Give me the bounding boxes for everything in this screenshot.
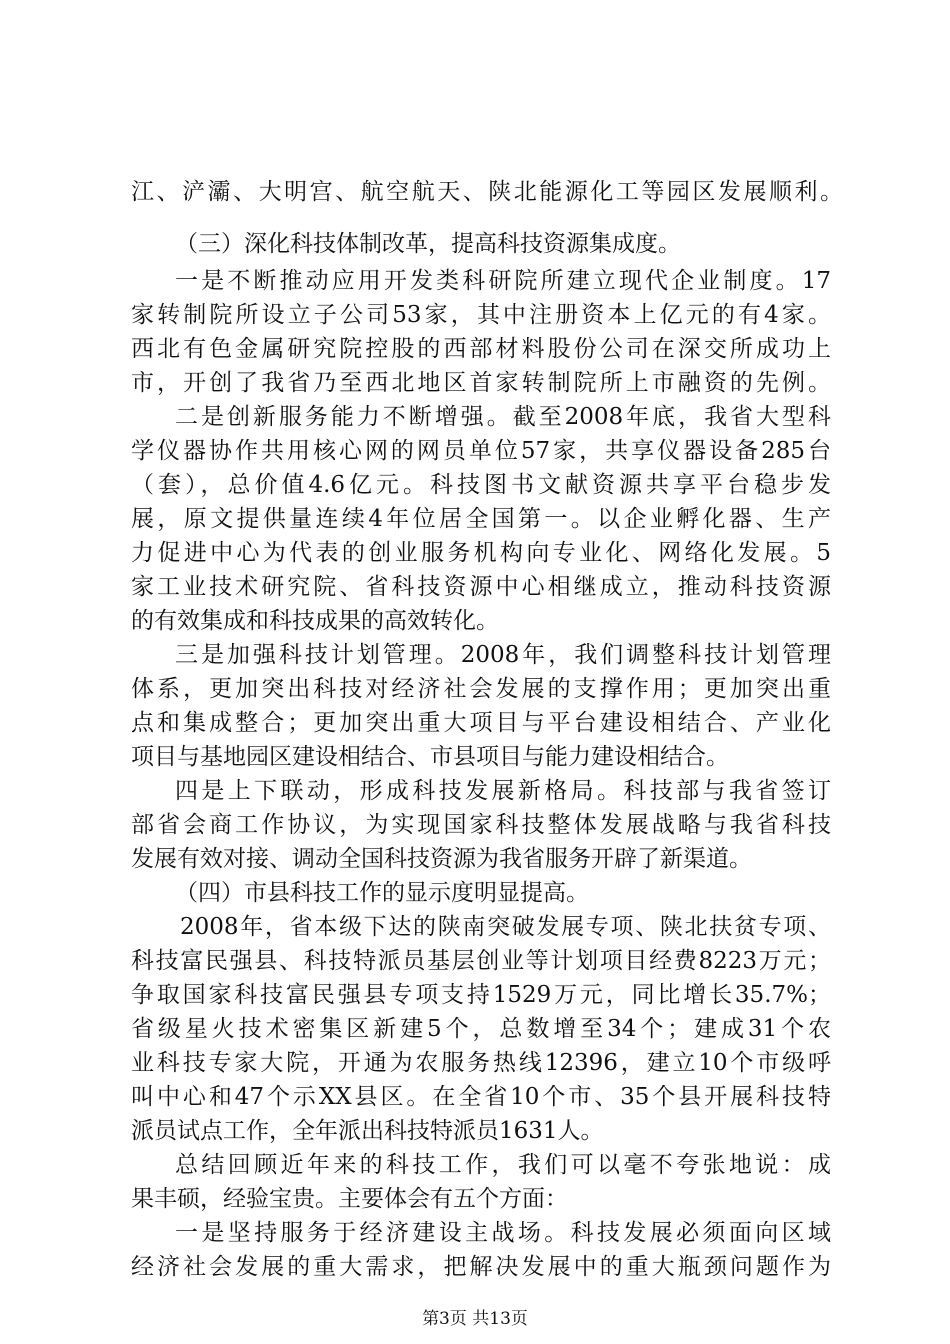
text-line: 二是创新服务能力不断增强。截至2008年底，我省大型科 <box>175 404 831 430</box>
text-line: 一是坚持服务于经济建设主战场。科技发展必须面向区域 <box>175 1220 831 1246</box>
text-line: 叫中心和47个示XX县区。在全省10个市、35个县开展科技特 <box>131 1084 831 1110</box>
text-line: 2008年，省本级下达的陕南突破发展专项、陕北扶贫专项、 <box>180 914 831 940</box>
text-line: 三是加强科技计划管理。2008年，我们调整科技计划管理 <box>175 642 831 668</box>
section-heading: （四）市县科技工作的显示度明显提高。 <box>175 880 589 906</box>
section-heading: （三）深化科技体制改革，提高科技资源集成度。 <box>175 231 681 257</box>
text-line: 一是不断推动应用开发类科研院所建立现代企业制度。17 <box>175 268 831 294</box>
text-line: 发展有效对接、调动全国科技资源为我省服务开辟了新渠道。 <box>131 846 752 872</box>
text-line: 经济社会发展的重大需求，把解决发展中的重大瓶颈问题作为 <box>131 1254 831 1280</box>
text-line: 业科技专家大院，开通为农服务热线12396，建立10个市级呼 <box>131 1050 831 1076</box>
text-line: 科技富民强县、科技特派员基层创业等计划项目经费8223万元； <box>131 948 831 974</box>
text-line: 的有效集成和科技成果的高效转化。 <box>131 608 499 634</box>
text-line: 西北有色金属研究院控股的西部材料股份公司在深交所成功上 <box>131 336 831 362</box>
text-line: 江、浐灞、大明宫、航空航天、陕北能源化工等园区发展顺利。 <box>131 179 843 205</box>
text-line: 家工业技术研究院、省科技资源中心相继成立，推动科技资源 <box>131 574 831 600</box>
text-line: 家转制院所设立子公司53家，其中注册资本上亿元的有4家。 <box>131 302 831 328</box>
text-line: 争取国家科技富民强县专项支持1529万元，同比增长35.7%； <box>131 982 831 1008</box>
text-line: 体系，更加突出科技对经济社会发展的支撑作用；更加突出重 <box>131 676 831 702</box>
text-line: 力促进中心为代表的创业服务机构向专业化、网络化发展。5 <box>131 540 831 566</box>
text-line: 总结回顾近年来的科技工作，我们可以毫不夸张地说：成 <box>175 1152 831 1178</box>
text-line: 点和集成整合；更加突出重大项目与平台建设相结合、产业化 <box>131 710 831 736</box>
text-line: 项目与基地园区建设相结合、市县项目与能力建设相结合。 <box>131 744 729 770</box>
text-line: 展，原文提供量连续4年位居全国第一。以企业孵化器、生产 <box>131 506 831 532</box>
text-line: 市，开创了我省乃至西北地区首家转制院所上市融资的先例。 <box>131 370 831 396</box>
text-line: 派员试点工作，全年派出科技特派员1631人。 <box>131 1118 604 1144</box>
text-line: 省级星火技术密集区新建5个，总数增至34个；建成31个农 <box>131 1016 831 1042</box>
text-line: 四是上下联动，形成科技发展新格局。科技部与我省签订 <box>175 778 831 804</box>
text-line: 学仪器协作共用核心网的网员单位57家，共享仪器设备285台 <box>131 438 831 464</box>
text-line: （套），总价值4.6亿元。科技图书文献资源共享平台稳步发 <box>131 472 831 498</box>
text-line: 果丰硕，经验宝贵。主要体会有五个方面： <box>131 1186 568 1212</box>
text-line: 部省会商工作协议，为实现国家科技整体发展战略与我省科技 <box>131 812 831 838</box>
page-footer: 第3页 共13页 <box>422 1309 528 1329</box>
